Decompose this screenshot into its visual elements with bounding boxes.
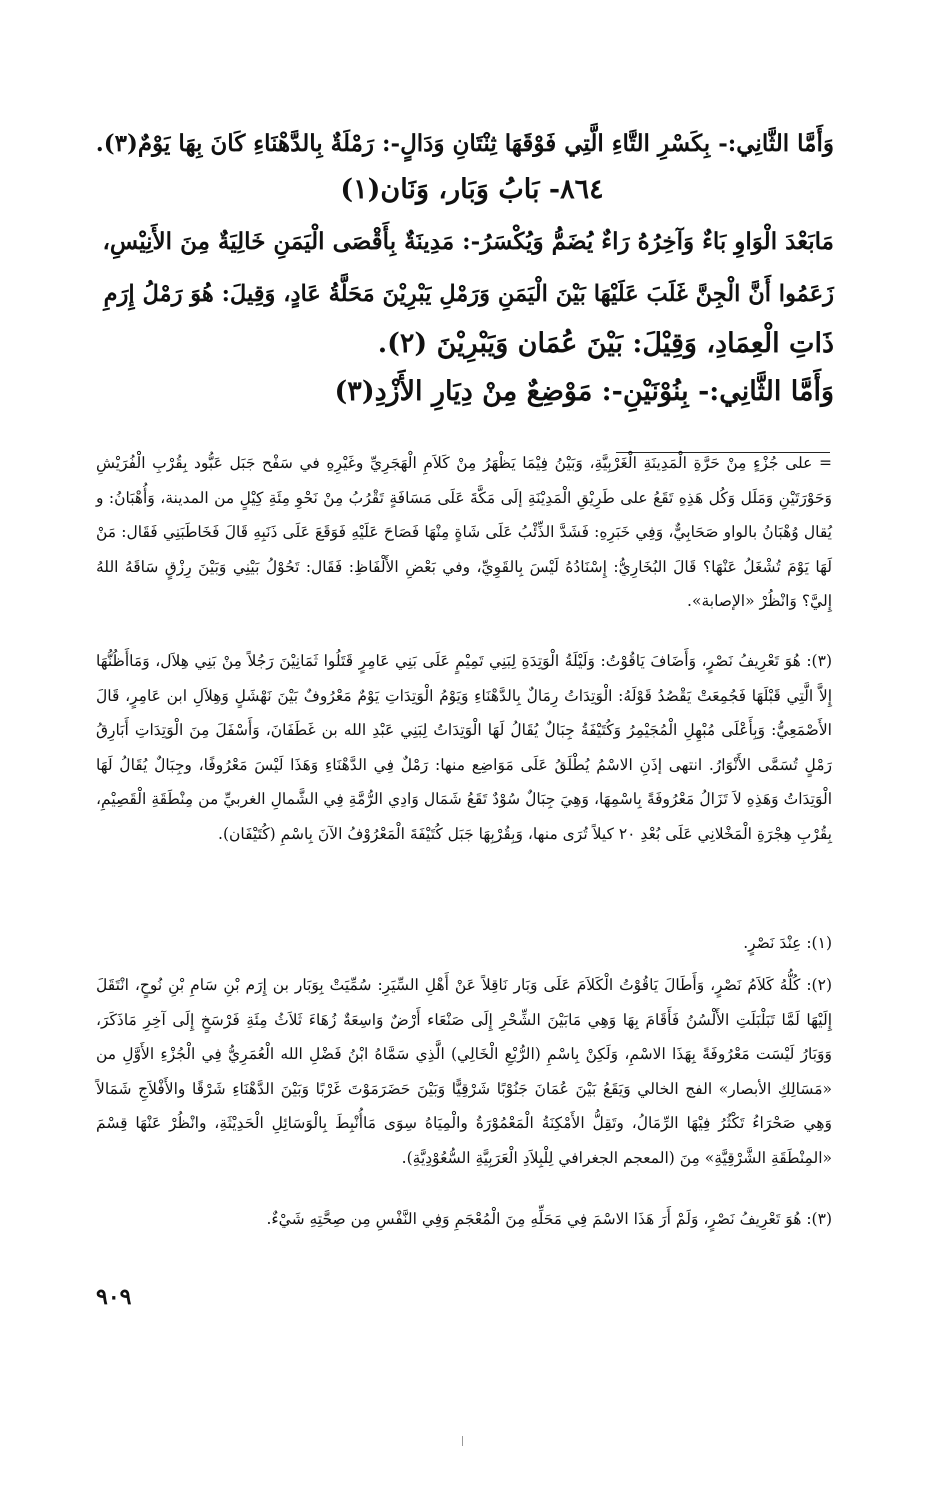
main-line-3: زَعَمُوا أَنَّ الْجِنَّ غَلَبَ عَلَيْهَا بَيْنَ الْيَمَنِ وَرَمْلِ يَبْرِيْنَ مَحَلَّةُ عَادٍ، وَقِيلَ: هُوَ رَمْلُ إِرَمِ: [103, 281, 834, 307]
footnote-3a: [96, 644, 832, 851]
main-line-4: ذَاتِ الْعِمَادِ، وَقِيْلَ: بَيْنَ عُمَان وَيَبْرِيْنَ (٢).: [377, 328, 834, 359]
footnote-3b-text: (٣): هُوَ تَعْرِيفُ نَصْرٍ، وَلَمْ أَرَ هَذَا الاسْمَ فِي مَحَلِّهِ مِنَ الْمُعْجَمِ وَفِي النَّفْسِ مِن صِحَّتِهِ شَيْءٌ.: [266, 1210, 832, 1228]
footnote-1: [96, 926, 832, 961]
main-line-2: مَابَعْدَ الْوَاوِ بَاءٌ وَآخِرُهُ رَاءٌ يُضَمُّ وَيُكْسَرُ-: مَدِينَةٌ بِأَقْصَى الْيَمَنِ خَالِيَةٌ مِنَ الأَنِيْسِ،: [102, 228, 834, 255]
footnote-2-text: (٢): كُلُّهُ كَلاَمُ نَصْرٍ، وَأَطَالَ يَاقُوْتُ الْكَلاَمَ عَلَى وَبَار نَاقِلاً عَنْ أَهْلِ السِّيَرِ: سُمِّيَتْ بِوَبَار بن إِرَم بْنِ سَامِ بْنِ نُوحٍ، انْتَقَلَ إِلَيْهَا لَمَّا تَبَلْبَلَتِ الأَلْسُنُ فَأَقَامَ بِهَا وَهِي مَابَيْنَ الشِّحْرِ إِلَى صَنْعَاء أَرْضٌ وَاسِعَةٌ زُهَاءَ ثَلاَثُ مِئَةِ فَرْسَخٍ إِلَى آخِرِ مَاذَكَرَ، وَوَبَارُ لَيْسَت مَعْرُوفَةً بِهَذَا الاسْمِ، وَلَكِنْ بِاسْمِ (الرُّبْعِ الْخَالِي) الَّذِي سَمَّاهُ ابْنُ فَضْلِ الله الْعُمَرِيُّ فِي الْجُزْءِ الأَوَّلِ من «مَسَالِكِ الأبصار» الفج الخالي وَيَقَعُ بَيْنَ عُمَانَ جَنُوْبًا شَرْقِيًّا وَبَيْنَ حَضَرَمَوْتَ غَرْبًا وَبَيْنَ الدَّهْنَاءِ شَرْقًا والأَفْلاَجِ شَمَالاً وَهِي صَحْرَاءُ تَكْثُرُ فِيْهَا الرِّمَالُ، وتَقِلُّ الأَمْكِنَةُ الْمَعْمُوْرَةُ والْمِيَاهُ سِوَى مَاأُنْبِطَ بِالْوَسَائِلِ الْحَدِيْثَةِ، وانْظُرْ عَنْهَا قِسْمَ «المِنْطَقَةِ الشَّرْقِيَّةِ» مِنَ (المعجم الجغرافي لِلْبِلاَدِ الْعَرَبِيَّةِ السُّعُوْدِيَّةِ).: [96, 976, 832, 1167]
footnote-1-text: (١): عِنْدَ نَصْرٍ.: [743, 934, 832, 952]
main-line-5: وَأَمَّا الثَّانِي:- بِنُوْنَيْنِ-: مَوْضِعٌ مِنْ دِيَارِ الأَزْدِ(٣): [334, 376, 834, 407]
section-heading: ٨٦٤- بَابُ وَبَار، وَنَان(١): [340, 174, 604, 205]
footnote-continuation-text: = على جُزْءٍ مِنْ حَرَّةِ الْمَدِينَةِ الْغَرْبِيَّةِ، وَبَيْنُ فِيْمَا يَظْهَرُ مِنْ كَلاَمِ الْهَجَرِيِّ وغَيْرِهِ في سَفْح جَبَل عَبُّود بِقُرْبِ الْفُرَيْشِ وَحَوْرَتَيْنِ وَمَلَل وَكُل هَذِهِ تَقَعُ على طَرِيْقِ الْمَدِيْنَةِ إلَى مَكَّةَ عَلَى مَسَافَةٍ تَقْرُبُ مِنْ نَحْوِ مِئَةِ كِيْلٍ من المدينة، وَأُهْبَانُ: و يُقال وُهْبَانُ بالواو صَحَابِيٌّ، وَفِي خَبَرِهِ: فَشَدَّ الذِّئْبُ عَلَى شَاةٍ مِنْهَا فَصَاحَ عَلَيْهِ فَوَقَعَ عَلَى ذَنَبِهِ قَالَ فَخَاطَبَنِي فَقَال: مَنْ لَهَا يَوْمَ تُشْغَلُ عَنْهَا؟ قَالَ البُخَارِيُّ: إِسْنَادُهُ لَيْسَ بِالقَوِيِّ، وفي بَعْضِ الأَلْفَاظِ: فَقَال: تَحُوْلُ بَيْنِي وَبَيْنَ رِزْقٍ سَاقَهُ اللهُ إِليَّ؟ وَانْظُرْ «الإصابة».: [96, 454, 832, 610]
page-number: ٩٠٩: [96, 1284, 132, 1310]
scan-mark: [462, 1436, 463, 1446]
footnote-continuation: [96, 446, 832, 619]
footnote-2: [96, 968, 832, 1175]
footnote-3a-text: (٣): هُوَ تَعْرِيفُ نَصْرٍ، وَأَضَافَ يَاقُوْتُ: وَلَيْلَةُ الْوَتِدَةِ لِبَنِي تَمِيْمٍ عَلَى بَنِي عَامِرٍ قَتَلُوا ثَمَانِيْنَ رَجُلاً مِنْ بَنِي هِلاَل، وَمَاأَظُنُّهَا إِلاَّ الَّتِي قَبْلَهَا فَجُمِعَتْ يَقْصُدُ قَوْلَهُ: الْوَتِدَاتُ رِمَالٌ بِالدَّهْنَاءِ وَيَوْمُ الْوَتِدَاتِ يَوْمٌ مَعْرُوفٌ بَيْنَ نَهْشَلٍ وَهِلاَلِ ابن عَامِرٍ، قَالَ الأَصْمَعِيُّ: وَبِأَعْلَى مُبْهِلِ الْمُجَيْمِرُ وَكُتَيْفَةُ جِبَالٌ يُقَالُ لَهَا الْوَتِدَاتُ لِبَنِي عَبْدِ الله بن غَطَفَانَ، وَأَسْفَلَ مِنَ الْوَتِدَاتِ أَبَارِقُ رَمْلٍ تُسَمَّى الأَنْوَارُ. انتهى إذَنِ الاسْمُ يُطْلَقُ عَلَى مَوَاضِع منها: رَمْلٌ فِي الدَّهْنَاءِ وَهَذَا لَيْسَ مَعْرُوفًا، وجِبَالٌ يُقَالُ لَهَا الْوَتِدَاتُ وَهَذِهِ لاَ تَزَالُ مَعْرُوفَةً بِاسْمِهَا، وَهِيَ جِبَالٌ سُوْدٌ تَقَعُ شَمَال وَادِي الرُّمَّةِ فِي الشَّمالِ الغربيِّ من مِنْطَقَةِ الْقَصِيْمِ، بِقُرْبِ هِجْرَةِ الْمَخْلانِي عَلَى بُعْدِ ٢٠ كيلاً تُرَى منها، وَبِقُرْبِهَا جَبَل كُتَيْفَةَ الْمَعْرُوْفُ الآنَ بِاسْمِ (كُتَيْفَان).: [96, 652, 832, 843]
main-line-1: وَأَمَّا الثَّانِي:- بِكَسْرِ التَّاءِ الَّتِي فَوْقَهَا ثِنْتَانِ وَدَالٍ-: رَمْلَةٌ بِالدَّهْنَاءِ كَانَ بِهَا يَوْمٌ(٣).: [95, 130, 834, 157]
footnote-3b: [96, 1202, 832, 1237]
